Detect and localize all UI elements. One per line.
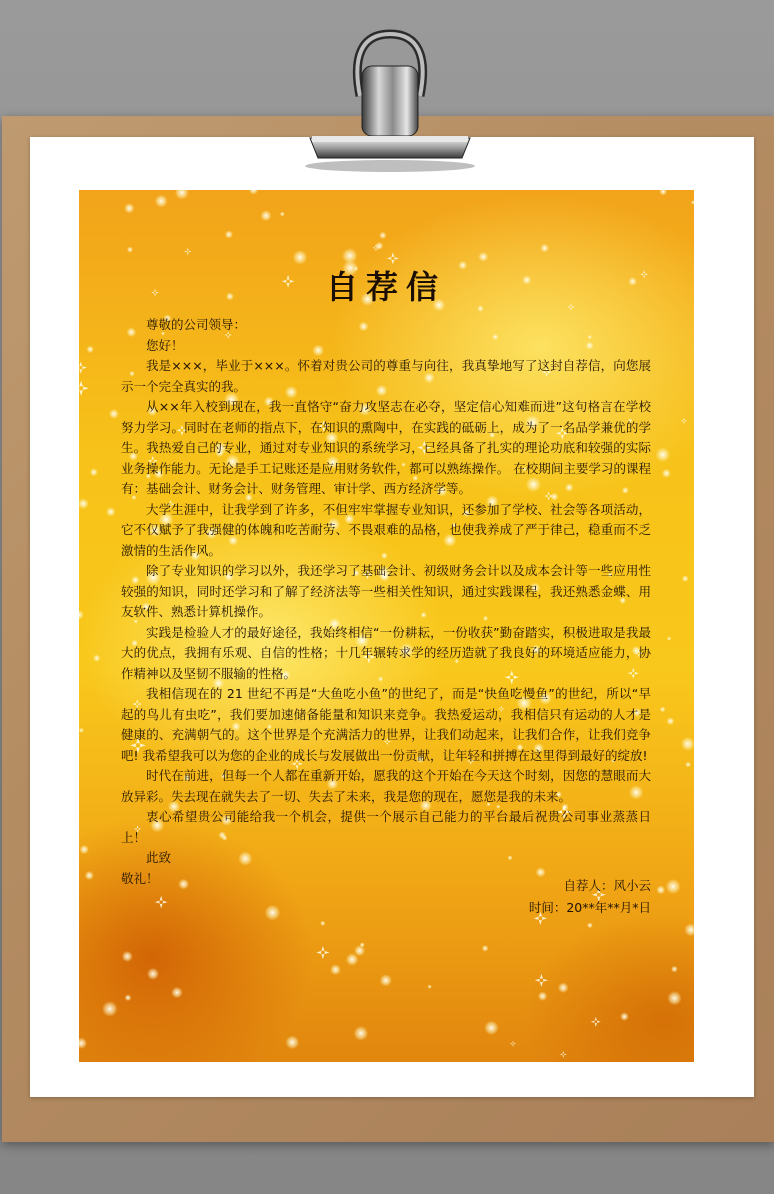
sparkle-icon (659, 190, 667, 196)
paragraph-6: 我相信现在的 21 世纪不再是“大鱼吃小鱼”的世纪了，而是“快鱼吃慢鱼”的世纪，所以“早起的鸟儿有虫吃”，我们要加速储备能量和知识来竞争。我热爱运动，我相信只有运动的人才是健康的、充满朝气的。这个世界是个充满活力的世界，让我们动起来，让我们合作，让我们竞争吧! 我希望我可以为您的企业的成长与发展做出一份贡献，让年轻和拼搏在这里得到最好的绽放! (121, 686, 651, 763)
signer: 自荐人：风小云 (563, 878, 651, 893)
sparkle-icon (681, 737, 694, 751)
paragraph-2: 从××年入校到现在，我一直恪守“奋力攻坚志在必夺，坚定信心知难而进”这句格言在学校努力学习。同时在老师的指点下，在知识的熏陶中，在实践的砥砺上，成为了一名品学兼优的学生。我热爱自己的专业，通过对专业知识的系统学习，已经具备了扎实的理论功底和较强的实际业务操作能力。无论是手工记账还是应用财务软件，都可以熟练操作。 在校期间主要学习的课程有：基础会计、财务会计、财务管理、审计学、西方经济学等。 (121, 399, 651, 496)
paragraph-3: 大学生涯中，让我学到了许多，不但牢牢掌握专业知识，还参加了学校、社会等各项活动，它不仅赋予了我强健的体魄和吃苦耐劳、不畏艰难的品格，也使我养成了严于律己，稳重而不乏激情的生活作风。 (121, 501, 651, 558)
sparkle-icon (90, 468, 98, 476)
sparkle-icon (79, 610, 84, 620)
sparkle-icon (662, 469, 671, 478)
letter-poster (79, 190, 694, 1062)
greeting: 您好！ (146, 337, 184, 353)
sparkle-icon (79, 498, 89, 509)
paragraph-5: 实践是检验人才的最好途径，我始终相信“一份耕耘，一份收获”勤奋踏实，积极进取是我最大的优点，我拥有乐观、自信的性格；十几年辗转求学的经历造就了我良好的环境适应能力，协作精神以及坚韧不服输的性格。 (121, 624, 651, 681)
closing-2: 敬礼！ (121, 870, 159, 886)
sparkle-icon (682, 575, 689, 582)
letter-content (121, 190, 651, 1062)
sparkle-icon (85, 871, 94, 880)
date: 时间：20**年**月*日 (528, 900, 651, 915)
sparkle-icon (656, 447, 671, 462)
paragraph-8: 衷心希望贵公司能给我一个机会，提供一个展示自己能力的平台最后祝贵公司事业蒸蒸日上！ (121, 809, 651, 845)
sparkle-icon (685, 762, 691, 768)
paragraph-4: 除了专业知识的学习以外，我还学习了基础会计、初级财务会计以及成本会计等一些应用性较强的知识，同时还学习和了解了经济法等一些相关性知识，通过实践课程，我还熟悉金蝶、用友软件、熟悉计算机操作。 (121, 563, 651, 619)
sparkle-icon (666, 879, 681, 894)
sparkle-icon (102, 1001, 118, 1017)
sparkle-icon (691, 200, 694, 204)
closing-1: 此致 (146, 850, 172, 865)
signature-block (351, 875, 651, 919)
sparkle-icon (684, 923, 694, 936)
sparkle-icon (109, 409, 119, 419)
sparkle-icon (79, 728, 84, 733)
star-sparkle-icon (79, 362, 87, 374)
letter-title: 自荐信 (325, 268, 446, 306)
letter-body (121, 315, 651, 889)
sparkle-icon (656, 885, 665, 894)
sparkle-icon (86, 346, 94, 354)
paragraph-1: 我是×××，毕业于×××。怀着对贵公司的尊重与向往，我真挚地写了这封自荐信，向您展示一个完全真实的我。 (121, 358, 651, 394)
binder-clip-icon (290, 26, 490, 176)
sparkle-icon (79, 1038, 87, 1049)
salutation: 尊敬的公司领导： (146, 317, 247, 332)
star-sparkle-icon (79, 381, 89, 396)
paragraph-7: 时代在前进，但每一个人都在重新开始，愿我的这个开始在今天这个时刻，因您的慧眼而大放异彩。失去现在就失去了一切、失去了未来，我是您的现在，愿您是我的未来。 (121, 768, 651, 804)
sparkle-icon (667, 991, 681, 1005)
sparkle-icon (80, 845, 89, 854)
sparkle-icon (106, 507, 116, 517)
sparkle-icon (666, 717, 674, 725)
sparkle-icon (93, 654, 100, 661)
sparkle-icon (671, 966, 678, 973)
sparkle-icon (660, 707, 666, 713)
star-sparkle-icon (681, 418, 688, 425)
sparkle-icon (667, 636, 671, 640)
